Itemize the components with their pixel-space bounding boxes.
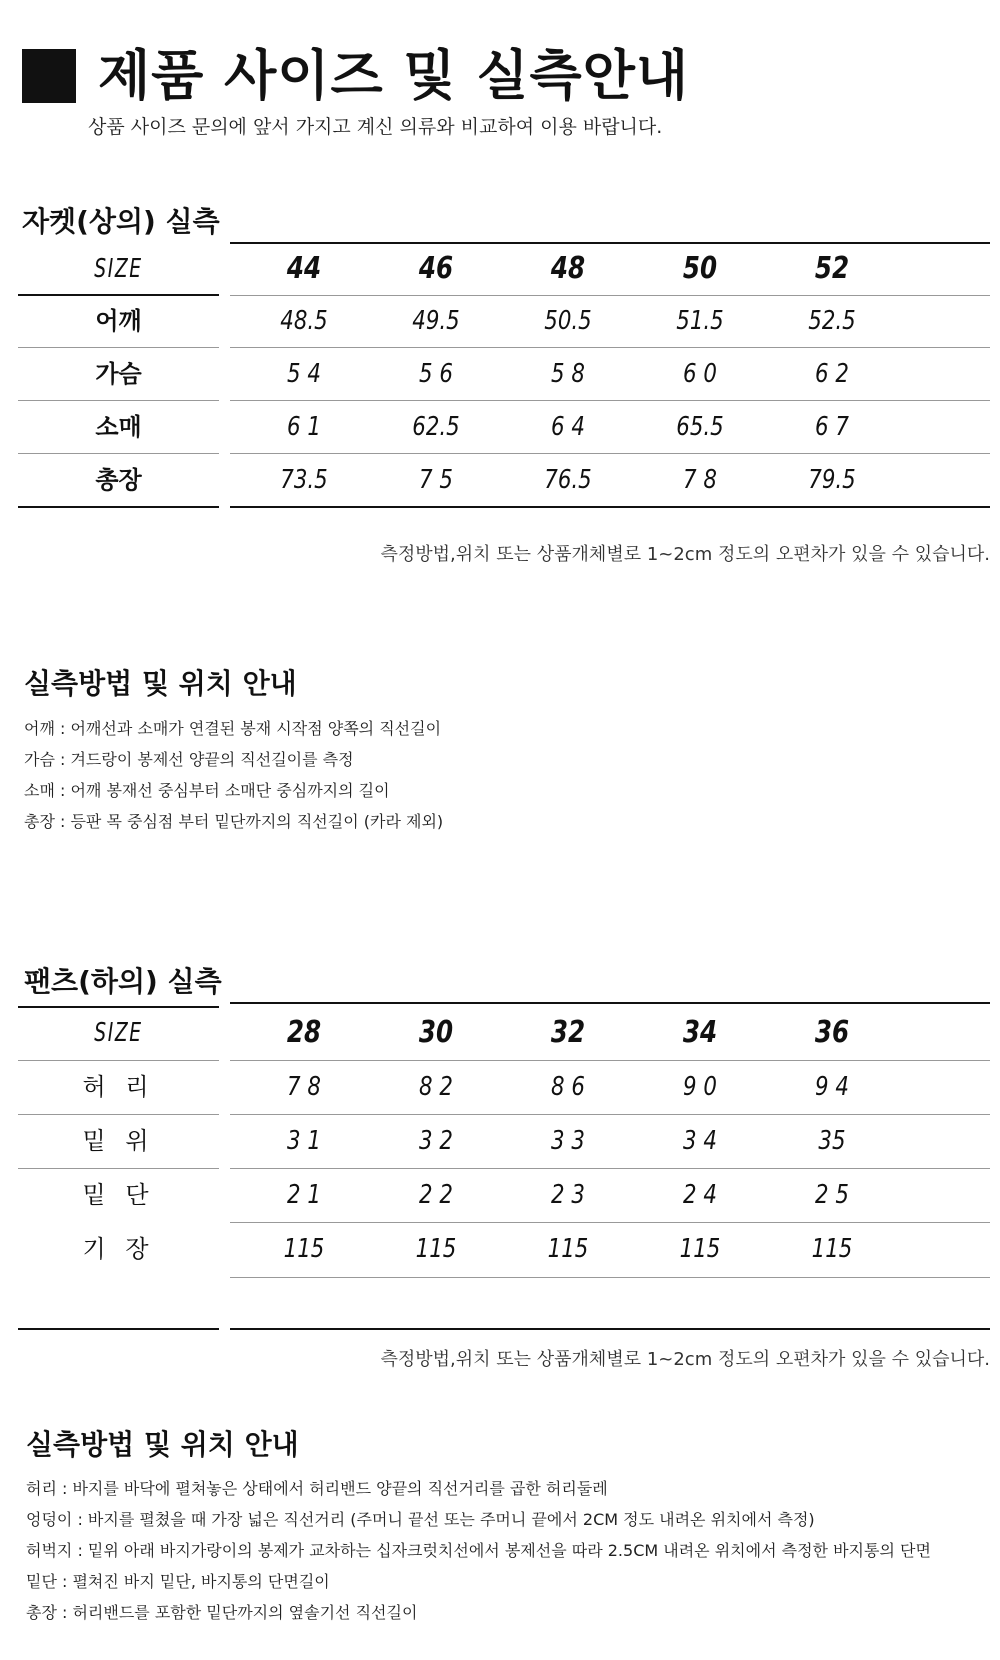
table-cell: 7 8: [683, 465, 717, 495]
table-cell: 2 4: [683, 1180, 717, 1210]
table-cell: 7 8: [287, 1072, 321, 1102]
table-rule: [230, 1277, 990, 1278]
size-header: 36: [814, 1015, 850, 1050]
table-cell: 2 1: [287, 1180, 321, 1210]
guide-item: 허벅지 : 밑위 아래 바지가랑이의 봉제가 교차하는 십자크럿치선에서 봉제선을 따라 2.5CM 내려온 위치에서 측정한 바지통의 단면: [26, 1541, 931, 1560]
table-row: [18, 1060, 990, 1114]
size-label: SIZE: [94, 1018, 143, 1048]
size-header: 34: [682, 1015, 718, 1050]
table-cell: 48.5: [280, 306, 328, 336]
guide-item: 허리 : 바지를 바닥에 펼쳐놓은 상태에서 허리밴드 양끝의 직선거리를 곱한 허리둘레: [26, 1479, 608, 1498]
table-cell: 5 4: [287, 359, 321, 389]
page-title: 제품 사이즈 및 실측안내: [98, 44, 690, 107]
measurement-note: 측정방법,위치 또는 상품개체별로 1~2cm 정도의 오편차가 있을 수 있습니다.: [380, 1349, 990, 1370]
page-subtitle: 상품 사이즈 문의에 앞서 가지고 계신 의류와 비교하여 이용 바랍니다.: [88, 116, 663, 138]
jacket-guide-heading: 실측방법 및 위치 안내: [24, 667, 297, 700]
row-label: 가슴: [95, 360, 142, 388]
jacket-size-table: [18, 240, 990, 500]
guide-item: 총장 : 등판 목 중심점 부터 밑단까지의 직선길이 (카라 제외): [24, 812, 444, 831]
size-label: SIZE: [94, 254, 143, 284]
table-row: [18, 1168, 990, 1222]
size-header: 32: [550, 1015, 586, 1050]
guide-item: 총장 : 허리밴드를 포함한 밑단까지의 옆솔기선 직선길이: [26, 1603, 418, 1622]
table-cell: 5 8: [551, 359, 585, 389]
guide-item: 엉덩이 : 바지를 펼쳤을 때 가장 넓은 직선거리 (주머니 끝선 또는 주머니 끝에서 2CM 정도 내려온 위치에서 측정): [26, 1510, 815, 1529]
row-label: 총장: [95, 466, 142, 494]
table-cell: 6 4: [551, 412, 585, 442]
table-cell: 5 6: [419, 359, 453, 389]
table-cell: 65.5: [676, 412, 724, 442]
table-cell: 6 7: [815, 412, 849, 442]
table-cell: 51.5: [676, 306, 724, 336]
table-cell: 9 0: [683, 1072, 717, 1102]
table-cell: 115: [415, 1234, 457, 1264]
table-row: [18, 347, 990, 401]
table-cell: 2 5: [815, 1180, 849, 1210]
table-cell: 115: [811, 1234, 853, 1264]
table-rule: [230, 506, 990, 508]
row-label: 기 장: [82, 1235, 155, 1263]
row-label: 허 리: [82, 1073, 155, 1101]
size-header: 28: [286, 1015, 322, 1050]
measurement-note: 측정방법,위치 또는 상품개체별로 1~2cm 정도의 오편차가 있을 수 있습니다.: [380, 544, 990, 565]
table-header-row: [18, 242, 990, 296]
size-header: 52: [814, 251, 850, 286]
pants-guide-heading: 실측방법 및 위치 안내: [26, 1428, 299, 1461]
table-cell: 3 2: [419, 1126, 453, 1156]
table-rule: [18, 506, 219, 508]
row-label: 어깨: [95, 307, 142, 335]
table-cell: 76.5: [544, 465, 592, 495]
table-cell: 62.5: [412, 412, 460, 442]
pants-size-table: [18, 1000, 990, 1340]
table-cell: 6 1: [287, 412, 321, 442]
table-cell: 9 4: [815, 1072, 849, 1102]
table-cell: 115: [679, 1234, 721, 1264]
square-bullet-icon: [22, 49, 76, 103]
table-row: [18, 294, 990, 348]
table-cell: 49.5: [412, 306, 460, 336]
size-header: 44: [286, 251, 322, 286]
table-cell: 7 5: [419, 465, 453, 495]
table-cell: 8 2: [419, 1072, 453, 1102]
table-cell: 2 3: [551, 1180, 585, 1210]
size-header: 50: [682, 251, 718, 286]
size-header: 30: [418, 1015, 454, 1050]
table-cell: 79.5: [808, 465, 856, 495]
size-header: 48: [550, 251, 586, 286]
table-header-row: [18, 1006, 990, 1060]
row-label: 밑 위: [82, 1127, 155, 1155]
table-cell: 3 3: [551, 1126, 585, 1156]
table-cell: 50.5: [544, 306, 592, 336]
table-cell: 2 2: [419, 1180, 453, 1210]
guide-item: 소매 : 어깨 봉재선 중심부터 소매단 중심까지의 길이: [24, 781, 390, 800]
row-label: 소매: [95, 413, 142, 441]
table-cell: 3 1: [287, 1126, 321, 1156]
table-cell: 52.5: [808, 306, 856, 336]
guide-item: 밑단 : 펼쳐진 바지 밑단, 바지통의 단면길이: [26, 1572, 330, 1591]
pants-heading: 팬츠(하의) 실측: [24, 965, 222, 998]
table-row: [18, 400, 990, 454]
jacket-heading: 자켓(상의) 실측: [22, 205, 220, 238]
page-header: [22, 42, 689, 110]
table-cell: 6 2: [815, 359, 849, 389]
table-cell: 73.5: [280, 465, 328, 495]
row-label: 밑 단: [82, 1181, 155, 1209]
table-cell: 35: [818, 1126, 846, 1156]
table-row: [18, 1114, 990, 1168]
table-cell: 115: [283, 1234, 325, 1264]
table-cell: 115: [547, 1234, 589, 1264]
guide-item: 가슴 : 겨드랑이 봉제선 양끝의 직선길이를 측정: [24, 750, 354, 769]
table-rule: [230, 1328, 990, 1330]
size-header: 46: [418, 251, 454, 286]
guide-item: 어깨 : 어깨선과 소매가 연결된 봉재 시작점 양쪽의 직선길이: [24, 719, 442, 738]
table-cell: 6 0: [683, 359, 717, 389]
table-rule: [230, 1002, 990, 1004]
table-row: [18, 453, 990, 507]
table-rule: [18, 1328, 219, 1330]
table-cell: 8 6: [551, 1072, 585, 1102]
table-row: [18, 1222, 990, 1276]
table-cell: 3 4: [683, 1126, 717, 1156]
